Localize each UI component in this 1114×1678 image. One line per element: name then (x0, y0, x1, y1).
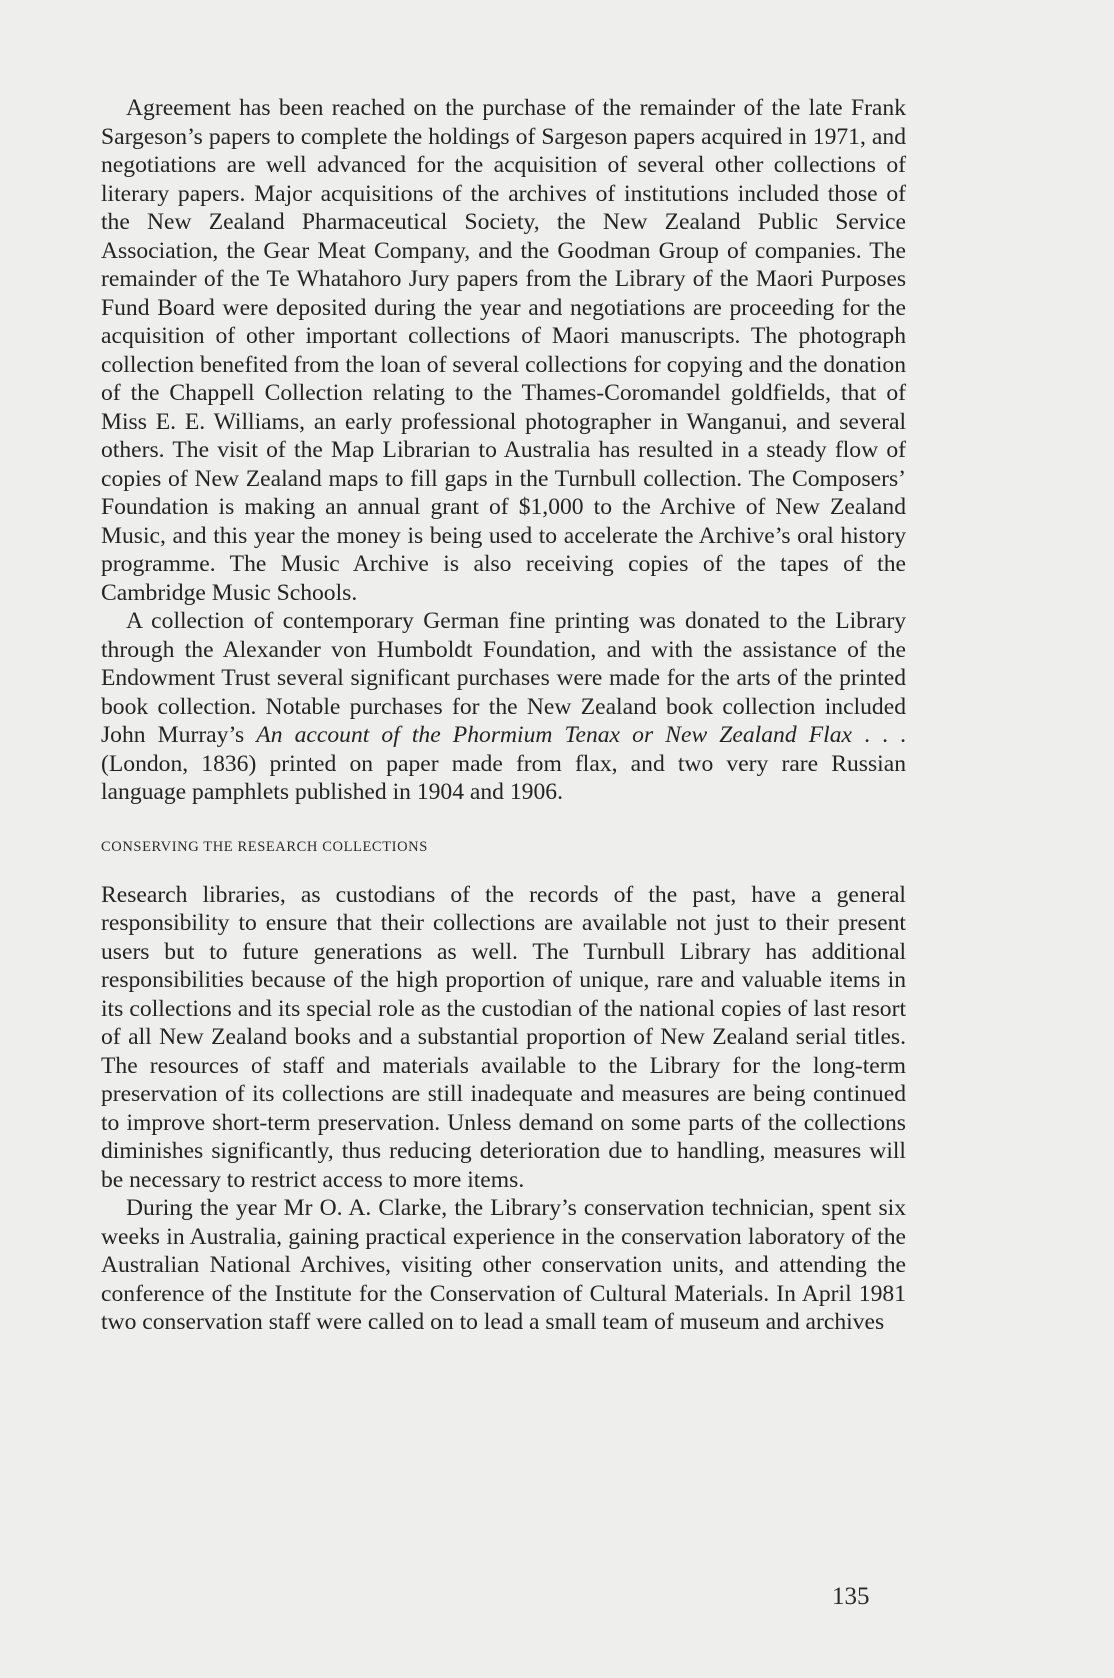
paragraph-fine-printing-start: A collection of contemporary German fine printing was donated to the Library through the Alexander von Humboldt Foundation, and with the assistance of the Endowment Trust several significant purchases were made for the arts of the printed book collection. Notable purchases for the New Zealand book collection included John Murray’s (101, 608, 906, 748)
paragraph-acquisitions: Agreement has been reached on the purchase of the remainder of the late Frank Sargeson’s papers to complete the holdings of Sargeson papers acquired in 1971, and negotiations are well advanced for the acquisition of several other collections of literary papers. Major acquisitions of the archives of institutions included those of the New Zealand Pharmaceutical Society, the New Zealand Public Service Association, the Gear Meat Company, and the Goodman Group of companies. The remainder of the Te Whatahoro Jury papers from the Library of the Maori Purposes Fund Board were deposited during the year and negotiations are proceeding for the acquisition of other important collections of Maori manuscripts. The photograph collection benefited from the loan of several collections for copying and the donation of the Chappell Collection relating to the Thames-Coromandel goldfields, that of Miss E. E. Williams, an early professional photographer in Wanganui, and several others. The visit of the Map Librarian to Australia has resulted in a steady flow of copies of New Zealand maps to fill gaps in the Turnbull collection. The Composers’ Foundation is making an annual grant of $1,000 to the Archive of New Zealand Music, and this year the money is being used to accelerate the Archive’s oral history programme. The Music Archive is also receiving copies of the tapes of the Cambridge Music Schools. (101, 95, 906, 606)
paragraph-research-libraries: Research libraries, as custodians of the records of the past, have a general responsibility to ensure that their collections are available not just to their present users but to future generations as well. The Turnbull Library has additional responsibilities because of the high proportion of unique, rare and valuable items in its collections and its special role as the custodian of the national copies of last resort of all New Zealand books and a substantial proportion of New Zealand serial titles. The resources of staff and materials available to the Library for the long-term preservation of its collections are still inadequate and measures are being continued to improve short-term preservation. Unless demand on some parts of the collections diminishes significantly, thus reducing deterioration due to handling, measures will be necessary to restrict access to more items. (101, 881, 906, 1193)
section-heading: CONSERVING THE RESEARCH COLLECTIONS (101, 838, 428, 855)
text-block (101, 94, 906, 1337)
page-number: 135 (832, 1583, 870, 1610)
book-title-italic: An account of the Phormium Tenax or New Zealand Flax (256, 722, 852, 748)
paragraph-conservation-technician: During the year Mr O. A. Clarke, the Library’s conservation technician, spent six weeks in Australia, gaining practical experience in the conservation laboratory of the Australian National Archives, visiting other conservation units, and attending the conference of the Institute for the Conservation of Cultural Materials. In April 1981 two conservation staff were called on to lead a small team of museum and archives (101, 1195, 906, 1335)
paragraph-fine-printing-end: . . . (London, 1836) printed on paper made from flax, and two very rare Russian language pamphlets published in 1904 and 1906. (101, 722, 907, 805)
paragraph-fine-printing (101, 607, 906, 807)
